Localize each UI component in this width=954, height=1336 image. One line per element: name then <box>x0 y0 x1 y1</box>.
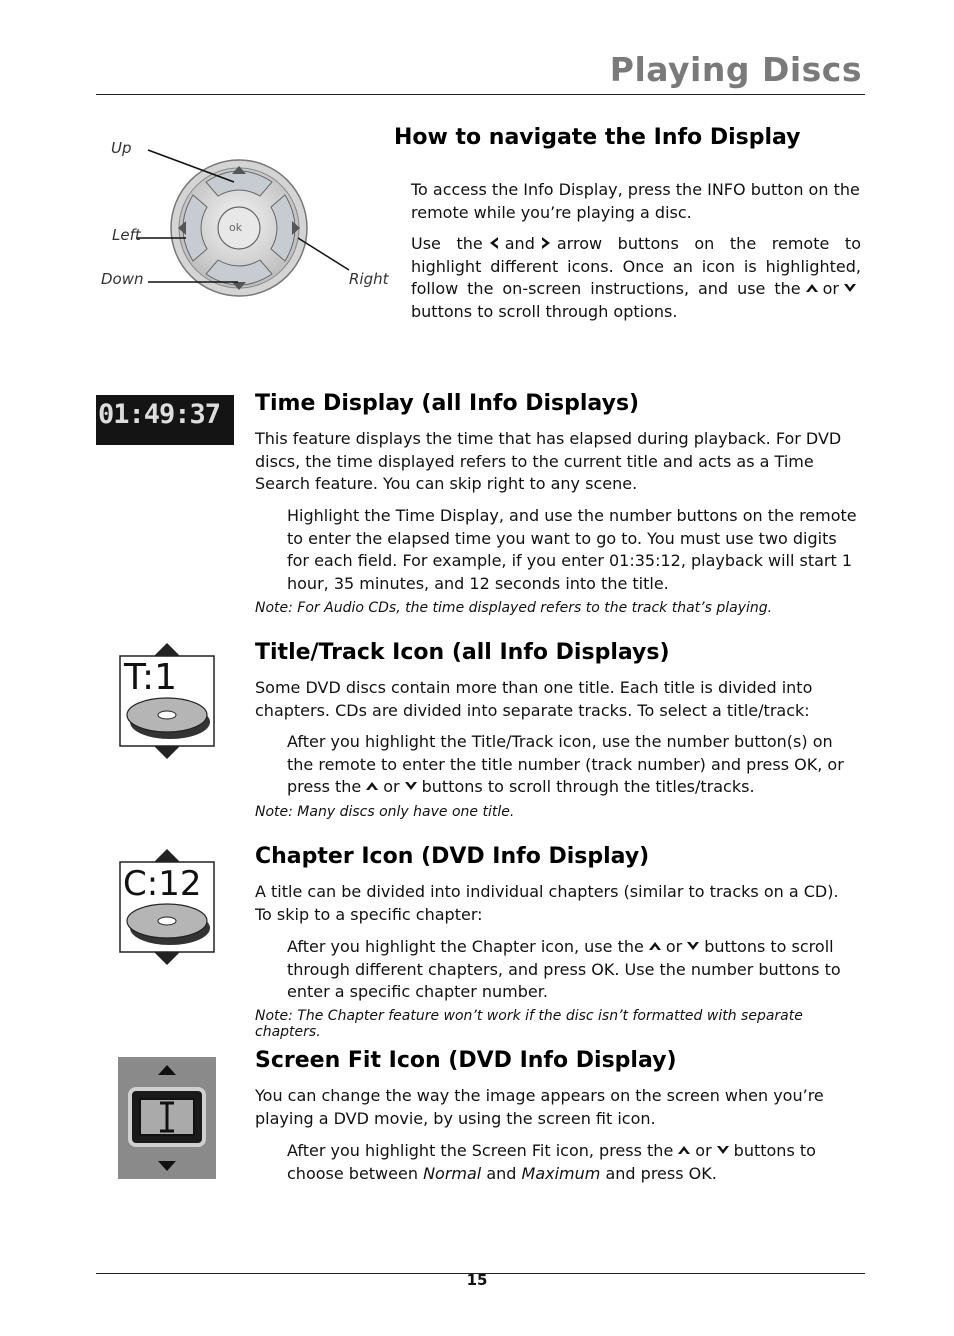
navigate-para-1: To access the Info Display, press the INFO button on the remote while you’re playing a disc. <box>411 180 860 222</box>
navigate-para-2: Use the and arrow buttons on the remote to highlight different icons. Once an icon is highlighted, follow the on-screen instructions, and use the or buttons to scroll through options. <box>411 234 861 321</box>
chapter-note: Note: The Chapter feature won’t work if the disc isn’t formatted with separate chapters. <box>255 1008 803 1040</box>
right-arrow-icon <box>539 236 553 250</box>
remote-diagram <box>96 130 396 300</box>
page-title: Playing Discs <box>609 50 862 89</box>
title-track-para-2: After you highlight the Title/Track icon, use the number button(s) on the remote to enter the title number (track number) and press OK, or press the or buttons to scroll through the titles/tracks. <box>287 732 844 796</box>
time-display-note: Note: For Audio CDs, the time displayed refers to the track that’s playing. <box>255 600 773 616</box>
navigate-heading: How to navigate the Info Display <box>394 125 801 150</box>
time-display-para-2: Highlight the Time Display, and use the number buttons on the remote to enter the elapsed time you want to go to. You must use two digits for each field. For example, if you enter 01:35:12, playback will start 1 hour, 35 minutes, and 12 seconds into the title. <box>287 506 857 593</box>
title-track-para-1: Some DVD discs contain more than one title. Each title is divided into chapters. CDs are divided into separate tracks. To select a title/track: <box>255 678 813 720</box>
header-rule <box>96 94 865 95</box>
chapter-heading: Chapter Icon (DVD Info Display) <box>255 844 650 869</box>
title-track-heading: Title/Track Icon (all Info Displays) <box>255 640 670 665</box>
down-arrow-icon <box>404 779 418 793</box>
screen-fit-graphic <box>118 1057 216 1179</box>
up-arrow-icon <box>648 939 662 953</box>
title-track-icon <box>118 642 216 760</box>
down-arrow-icon <box>843 281 857 295</box>
screen-fit-para-2: After you highlight the Screen Fit icon, press the or buttons to choose between Normal and Maximum and press OK. <box>287 1141 816 1183</box>
right-label: Right <box>349 270 389 288</box>
time-display-para-1: This feature displays the time that has elapsed during playback. For DVD discs, the time displayed refers to the current title and acts as a Time Search feature. You can skip right to any scene. <box>255 429 842 493</box>
chapter-para-1: A title can be divided into individual chapters (similar to tracks on a CD). To skip to a specific chapter: <box>255 882 839 924</box>
chapter-para-2: After you highlight the Chapter icon, use the or buttons to scroll through different chapters, and press OK. Use the number buttons to enter a specific chapter number. <box>287 937 841 1001</box>
down-label: Down <box>101 270 144 288</box>
chapter-icon <box>118 848 216 966</box>
time-display-icon-text: 01:49:37 <box>98 399 221 430</box>
up-arrow-icon <box>365 779 379 793</box>
title-track-note: Note: Many discs only have one title. <box>255 804 515 820</box>
time-display-heading: Time Display (all Info Displays) <box>255 391 640 416</box>
down-arrow-icon <box>716 1143 730 1157</box>
up-arrow-icon <box>805 281 819 295</box>
ok-label: ok <box>229 221 243 234</box>
up-label: Up <box>111 139 132 157</box>
screen-fit-icon <box>118 1057 216 1179</box>
chapter-icon-text: C:12 <box>123 864 202 904</box>
left-label: Left <box>112 226 141 244</box>
screen-fit-heading: Screen Fit Icon (DVD Info Display) <box>255 1048 677 1073</box>
left-arrow-icon <box>487 236 501 250</box>
page-number: 15 <box>466 1271 488 1289</box>
down-arrow-icon <box>686 939 700 953</box>
time-display-icon <box>96 395 234 445</box>
screen-fit-para-1: You can change the way the image appears on the screen when you’re playing a DVD movie, by using the screen fit icon. <box>255 1086 824 1128</box>
up-arrow-icon <box>677 1143 691 1157</box>
title-track-icon-text: T:1 <box>124 657 178 698</box>
